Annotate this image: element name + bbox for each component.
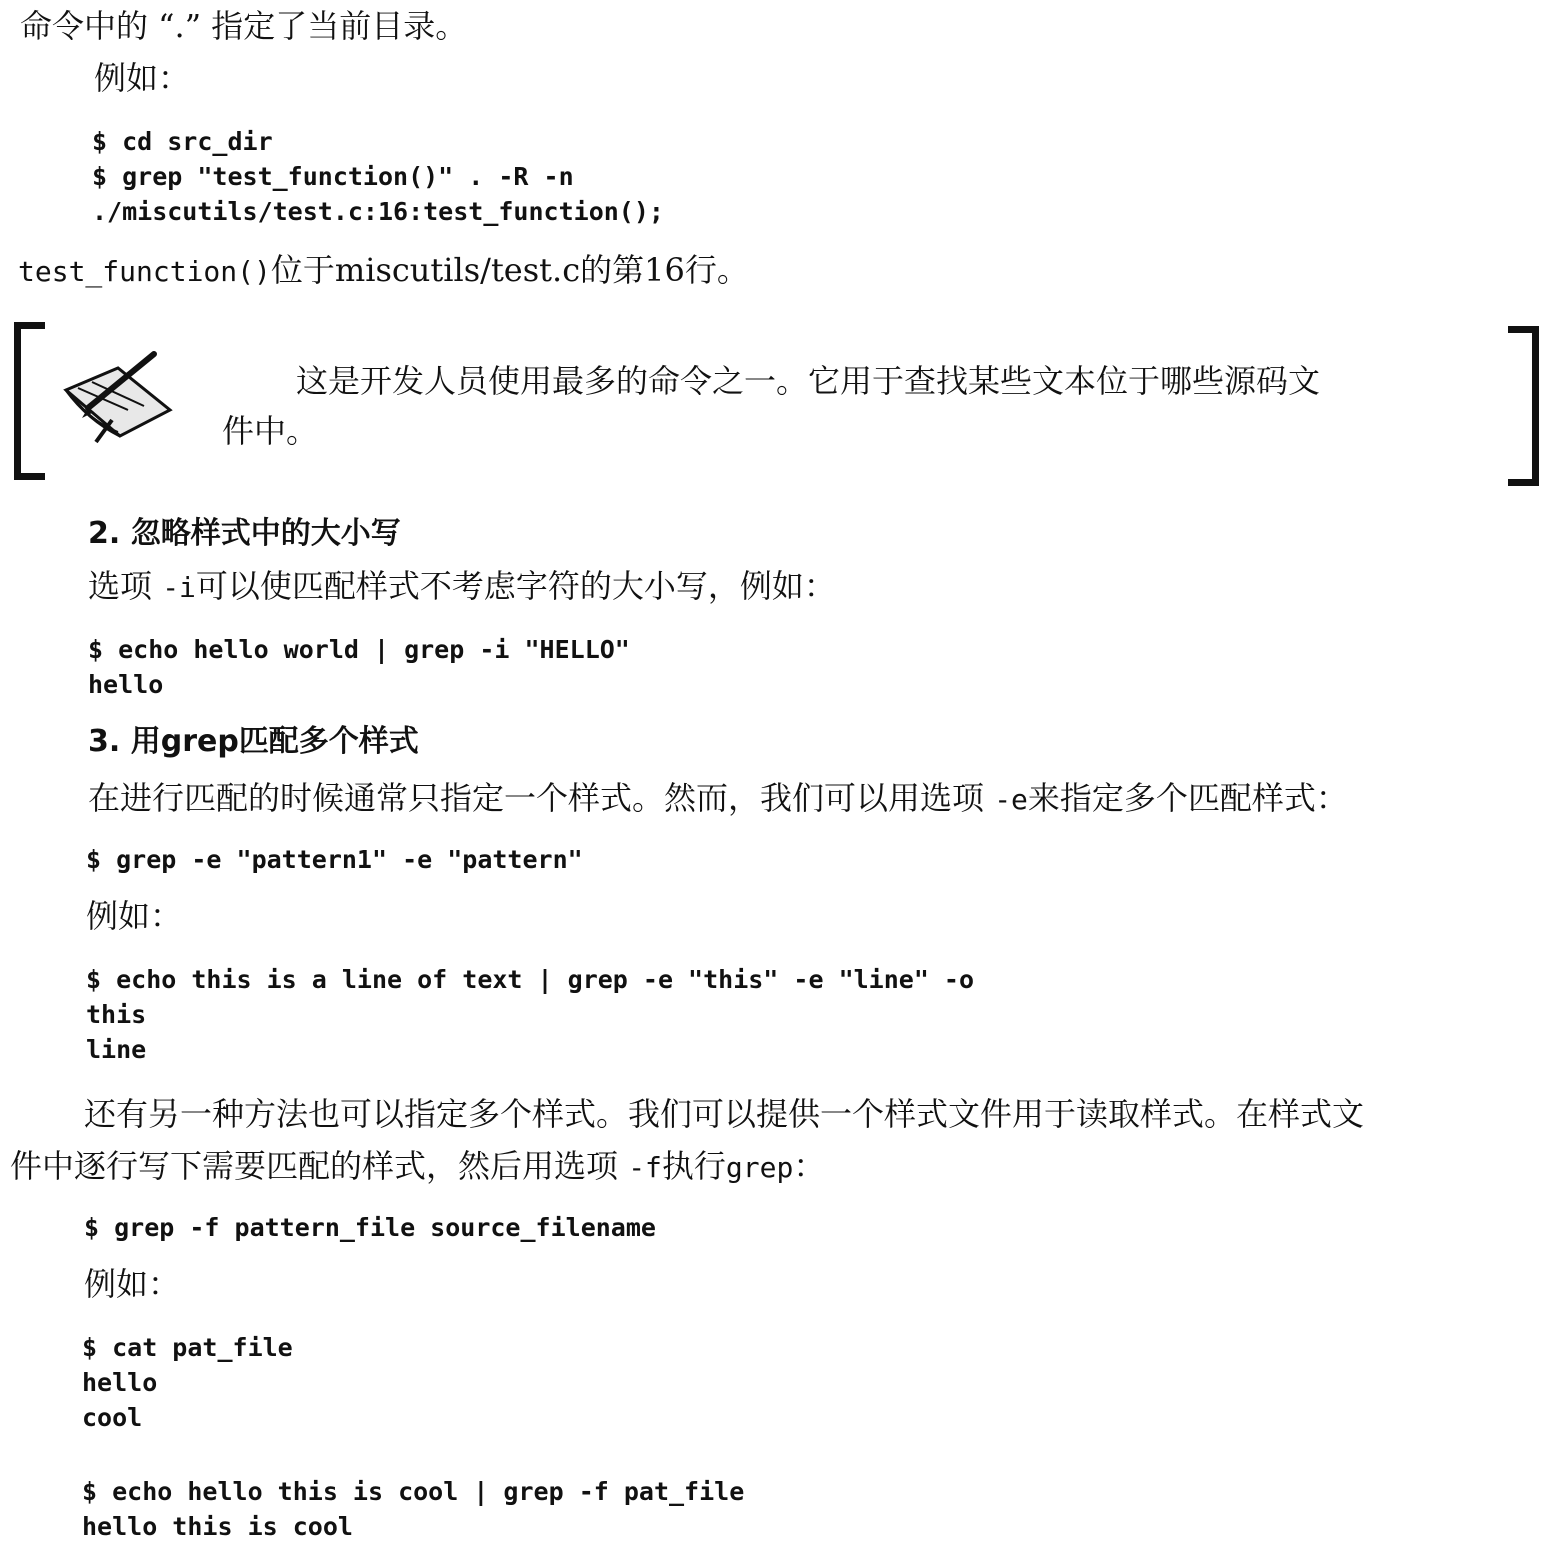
paragraph-line: 还有另一种方法也可以指定多个样式。我们可以提供一个样式文件用于读取样式。在样式文	[84, 1095, 1365, 1133]
inline-code: test_function()	[18, 255, 271, 288]
note-bracket-left	[14, 322, 45, 480]
code-line: $ grep -e "pattern1" -e "pattern"	[86, 845, 583, 874]
example-label: 例如：	[94, 59, 191, 97]
code-line: hello	[88, 670, 164, 699]
note-line: 件中。	[222, 412, 319, 450]
result-text: 位于miscutils/test.c的第16行。	[270, 251, 749, 289]
example-label: 例如：	[86, 897, 183, 935]
code-line: $ cd src_dir	[92, 127, 273, 156]
inline-code: grep	[725, 1151, 794, 1184]
section-description: 选项 -i可以使匹配样式不考虑字符的大小写，例如：	[88, 567, 836, 605]
code-line: $ grep "test_function()" . -R -n	[92, 162, 574, 191]
result-line	[18, 250, 749, 292]
notes-pencil-icon	[58, 350, 180, 446]
example-label: 例如：	[84, 1265, 181, 1303]
code-line: ./miscutils/test.c:16:test_function();	[92, 197, 664, 226]
inline-code: -i	[162, 571, 196, 604]
section-heading: 2. 忽略样式中的大小写	[88, 516, 401, 551]
intro-line: 命令中的 “.” 指定了当前目录。	[20, 7, 468, 45]
code-line: $ grep -f pattern_file source_filename	[84, 1213, 656, 1242]
paragraph-line: 件中逐行写下需要匹配的样式，然后用选项 -f执行grep：	[10, 1147, 826, 1185]
note-line: 这是开发人员使用最多的命令之一。它用于查找某些文本位于哪些源码文	[296, 362, 1321, 400]
note-bracket-right	[1508, 326, 1539, 486]
code-line: hello this is cool	[82, 1512, 353, 1541]
code-line: cool	[82, 1403, 143, 1432]
code-line: $ cat pat_file	[82, 1333, 293, 1362]
code-line: $ echo hello this is cool | grep -f pat_file	[82, 1477, 745, 1506]
code-line: this	[86, 1000, 147, 1029]
code-line: $ echo hello world | grep -i "HELLO"	[88, 635, 630, 664]
inline-code: -f	[628, 1151, 662, 1184]
code-line: hello	[82, 1368, 158, 1397]
code-line: line	[86, 1035, 147, 1064]
inline-code: -e	[994, 783, 1028, 816]
section-description: 在进行匹配的时候通常只指定一个样式。然而，我们可以用选项 -e来指定多个匹配样式：	[88, 779, 1348, 817]
code-line: $ echo this is a line of text | grep -e "this" -e "line" -o	[86, 965, 975, 994]
section-heading: 3. 用grep匹配多个样式	[88, 724, 419, 759]
